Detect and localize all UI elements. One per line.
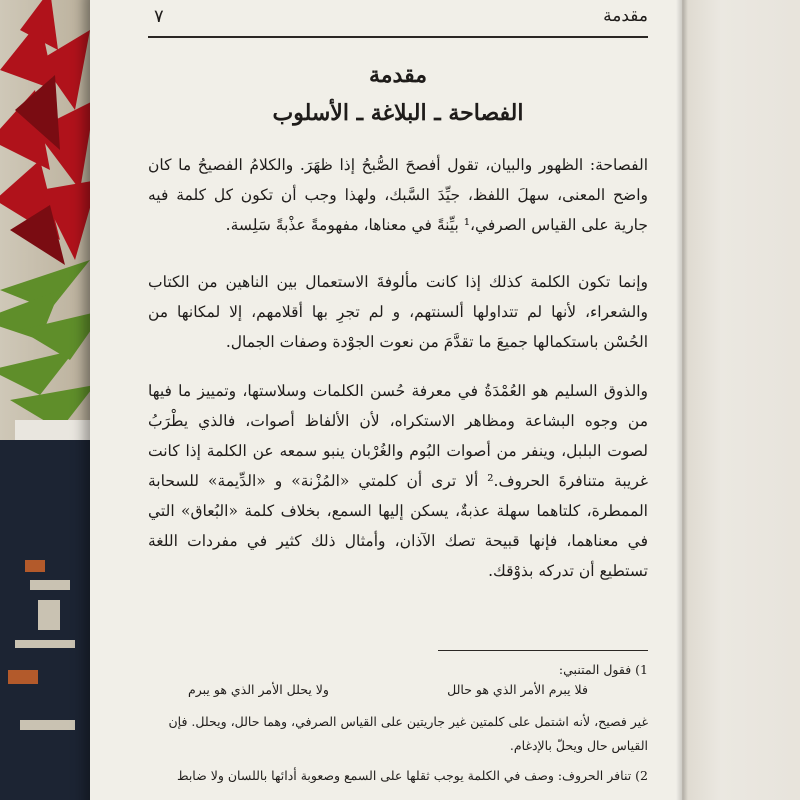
book-page-right: [682, 0, 800, 800]
header-rule: [148, 36, 648, 38]
paragraph-word-usage: وإنما تكون الكلمة كذلك إذا كانت مألوفةَ الاستعمال بين الناهين من الكتاب والشعراء، لأنها لم تتداولها ألسنتهم، و لم تجرِ بها أقلامهم، إلا لمكانها من الحُسْن باستكمالها جميعَ ما تقدَّمَ من نعوت الجوْدة وصفات الجمال.: [148, 273, 648, 351]
verse-second-hemistich: ولا يحلل الأمر الذي هو يبرم: [188, 682, 329, 697]
footnote-rule: [438, 650, 648, 651]
chapter-subtitle: الفصاحة ـ البلاغة ـ الأسلوب: [272, 100, 524, 126]
footnote-1-intro: 1) فقول المتنبي:: [558, 662, 648, 677]
footnote-verse: [148, 682, 648, 706]
footnote-1-text: غير فصيح، لأنه اشتمل على كلمتين غير جاريتين على القياس الصرفي، وهما حالل، ويحلل. فإن القياس حال ويحلّ بالإدغام.: [168, 714, 648, 753]
chapter-title: مقدمة: [368, 62, 428, 88]
page-number: ٧: [154, 6, 164, 27]
paragraph-fasaha-definition: الفصاحة: الظهور والبيان، تقول أفصحَ الصُّبحُ إذا ظهَرَ. والكلامُ الفصيحُ ما كان واضح المعنى، سهلَ اللفظ، جيِّدَ السَّبك، ولهذا وجب أن تكون كل كلمة فيه جارية على القياس الصرفي،¹ بيِّنةً في معناها، مفهومةً عذْبةً سَلِسة.: [148, 156, 648, 234]
paragraph-taste: والذوق السليم هو العُمْدَةُ في معرفة حُسن الكلمات وسلاستها، وتمييز ما فيها من وجوه البشاعة ومظاهر الاستكراه، لأن الألفاظ أصوات، فالذي يطْرَبُ لصوت البلبل، وينفر من أصوات البُوم والغُرْبان ينبو سمعه عن الكلمة إذا كانت غريبة متنافرةَ الحروف.² ألا ترى أن كلمتي «المُزْنة» و «الدِّيمة» للسحابة الممطرة، كلتاهما سهلة عذبةٌ، يسكن إليها السمع، بخلاف كلمة «البُعاق» التي في معناهما، فإنها قبيحة تصك الآذان، وأمثال ذلك كثير في مفردات اللغة تستطيع أن تدركه بذوْقك.: [148, 382, 649, 580]
book-spine-shadow: [676, 0, 688, 800]
footnote-2-text: 2) تنافر الحروف: وصف في الكلمة يوجب ثقلها على السمع وصعوبة أدائها باللسان ولا ضابط: [176, 768, 648, 783]
page-content: [148, 0, 648, 800]
running-header-title: مقدمة: [603, 6, 648, 26]
verse-first-hemistich: فلا يبرم الأمر الذي هو حالل: [447, 682, 588, 697]
